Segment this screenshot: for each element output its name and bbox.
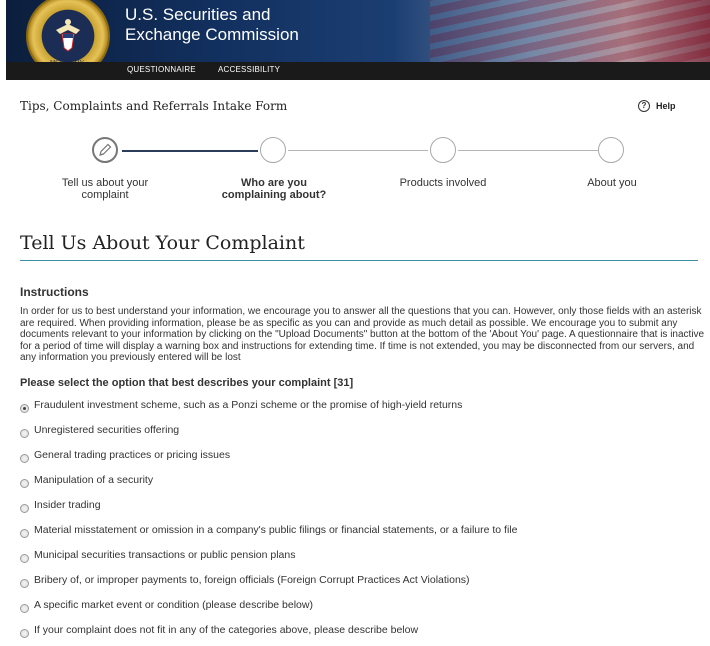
step-4-label: [542, 177, 682, 189]
help-label: Help: [656, 101, 676, 111]
pencil-icon: [94, 139, 116, 161]
step-3-label: [373, 177, 513, 189]
option-manipulation[interactable]: [20, 473, 153, 487]
flag-stripes-decoration: [430, 0, 710, 62]
agency-name-line1: U.S. Securities and: [125, 5, 271, 24]
option-label: Material misstatement or omission in a company's public filings or financial statements, or a failure to file: [34, 524, 518, 536]
complaint-type-question: Please select the option that best describes your complaint [31]: [20, 377, 354, 389]
option-label: General trading practices or pricing issues: [34, 449, 231, 461]
form-title: Tips, Complaints and Referrals Intake Form: [20, 99, 288, 113]
step-2-circle[interactable]: [260, 137, 286, 163]
option-unregistered[interactable]: [20, 423, 179, 437]
option-label: A specific market event or condition (please describe below): [34, 599, 313, 611]
top-navbar: [6, 62, 710, 80]
step-connector-3: [458, 150, 598, 151]
step-2-label-line1: Who are you: [240, 177, 307, 189]
step-3-label-line1: Products involved: [399, 177, 487, 189]
step-connector-1: [122, 150, 258, 152]
option-trading-practices[interactable]: [20, 448, 230, 462]
radio-other[interactable]: [20, 629, 29, 638]
step-4-label-line1: About you: [587, 177, 637, 189]
radio-bribery[interactable]: [20, 579, 29, 588]
nav-questionnaire[interactable]: QUESTIONNAIRE: [127, 65, 196, 74]
radio-misstatement[interactable]: [20, 529, 29, 538]
radio-unregistered[interactable]: [20, 429, 29, 438]
radio-ponzi[interactable]: [20, 404, 29, 413]
radio-market-event[interactable]: [20, 604, 29, 613]
question-circle-icon: ?: [638, 100, 650, 112]
step-1-label: [35, 177, 175, 201]
section-heading: Tell Us About Your Complaint: [20, 232, 305, 254]
step-connector-2: [288, 150, 428, 151]
option-label: Municipal securities transactions or public pension plans: [34, 549, 296, 561]
agency-name-line2: Exchange Commission: [125, 25, 299, 44]
step-2-label-line2: complaining about?: [221, 189, 327, 201]
option-insider-trading[interactable]: [20, 498, 101, 512]
option-label: Insider trading: [34, 499, 101, 511]
step-1-label-line2: complaint: [81, 189, 129, 201]
option-label: Manipulation of a security: [34, 474, 154, 486]
option-ponzi[interactable]: [20, 398, 462, 412]
radio-municipal[interactable]: [20, 554, 29, 563]
step-1-circle[interactable]: [92, 137, 118, 163]
option-label: Fraudulent investment scheme, such as a Ponzi scheme or the promise of high-yield returns: [34, 399, 463, 411]
step-1-label-line1: Tell us about your: [61, 177, 149, 189]
section-divider: [20, 260, 698, 261]
agency-name: [125, 5, 299, 45]
instructions-text: In order for us to best understand your information, we encourage you to answer all the questions that you can. However, only those fields with an asterisk are required. When providing information, please be as specific as you can and provide as much detail as possible. We encourage you to submit any documents relevant to your information by clicking on the "Upload Documents" button at the bottom of the 'About You' page. A questionnaire that is inactive for a period of time will display a warning box and instructions for extending time. If time is not extended, you may be disconnected from our servers, and any information you previously entered will be lost: [20, 306, 705, 363]
option-market-event[interactable]: [20, 598, 313, 612]
nav-accessibility[interactable]: ACCESSIBILITY: [218, 65, 281, 74]
option-municipal[interactable]: [20, 548, 295, 562]
instructions-heading: Instructions: [20, 285, 89, 299]
option-bribery[interactable]: [20, 573, 470, 587]
site-header: [6, 0, 710, 62]
help-button[interactable]: [638, 100, 676, 112]
radio-insider-trading[interactable]: [20, 504, 29, 513]
option-label: Unregistered securities offering: [34, 424, 180, 436]
option-other[interactable]: [20, 623, 418, 637]
option-label: Bribery of, or improper payments to, foreign officials (Foreign Corrupt Practices Act Violations): [34, 574, 470, 586]
radio-trading-practices[interactable]: [20, 454, 29, 463]
step-2-label: [204, 177, 344, 201]
option-label: If your complaint does not fit in any of the categories above, please describe below: [34, 624, 419, 636]
step-3-circle[interactable]: [430, 137, 456, 163]
radio-manipulation[interactable]: [20, 479, 29, 488]
step-4-circle[interactable]: [598, 137, 624, 163]
option-misstatement[interactable]: [20, 523, 517, 537]
